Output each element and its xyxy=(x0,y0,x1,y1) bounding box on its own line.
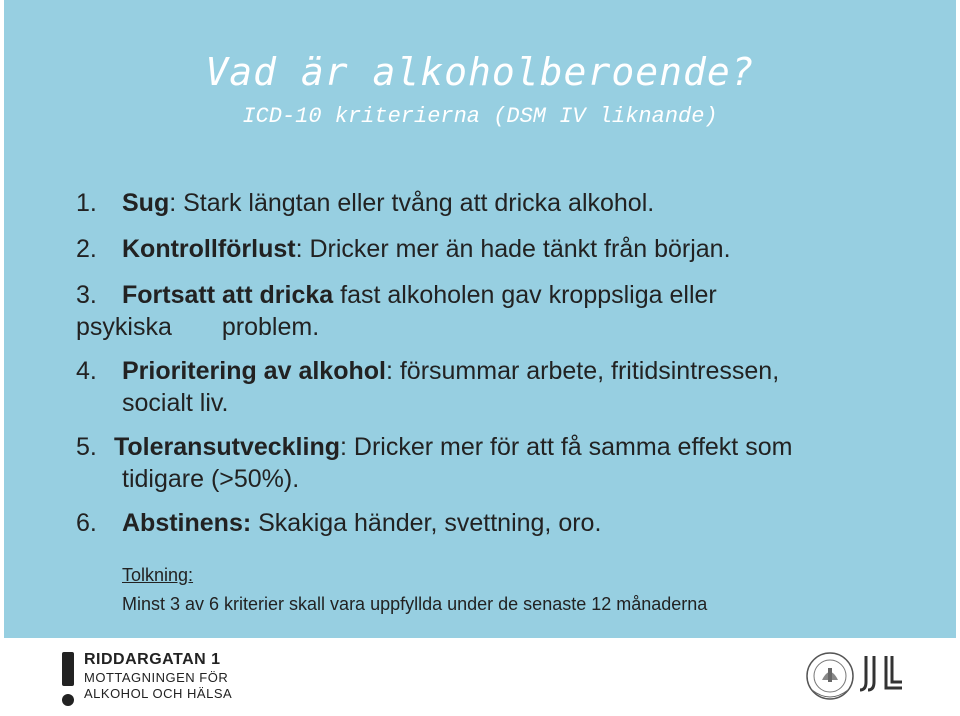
karolinska-institutet-seal-icon xyxy=(804,646,856,708)
criterion-text: : Stark längtan eller tvång att dricka alkohol. xyxy=(169,189,655,217)
criterion-term: Sug xyxy=(122,189,170,217)
criterion-text: : Dricker mer för att få samma effekt som xyxy=(340,433,793,461)
footer xyxy=(0,638,960,716)
logo-line-2: MOTTAGNINGEN FÖR xyxy=(84,670,229,685)
criterion-text-cont-b: problem. xyxy=(221,313,320,341)
criterion-3 xyxy=(76,279,717,311)
criterion-number: 1. xyxy=(76,189,97,217)
criterion-text: fast alkoholen gav kroppsliga eller xyxy=(333,281,717,309)
criterion-5 xyxy=(76,431,792,463)
criterion-number: 4. xyxy=(76,357,97,385)
criterion-text: Skakiga händer, svettning, oro. xyxy=(251,509,602,537)
logo-line-1: RIDDARGATAN 1 xyxy=(84,651,221,668)
criterion-term: Abstinens: xyxy=(122,509,252,537)
criterion-text-cont-a: psykiska xyxy=(76,313,172,341)
criterion-text: : Dricker mer än hade tänkt från början. xyxy=(295,235,731,263)
interpretation-text: Minst 3 av 6 kriterier skall vara uppfyllda under de senaste 12 månaderna xyxy=(122,594,708,614)
criterion-number: 5. xyxy=(76,433,97,461)
slide-title: Vad är alkoholberoende? xyxy=(205,50,755,94)
slide-subtitle: ICD-10 kriterierna (DSM IV liknande) xyxy=(242,104,718,129)
criterion-text: : försummar arbete, fritidsintressen, xyxy=(385,357,780,385)
exclamation-logo-icon xyxy=(62,652,74,708)
slide-area xyxy=(4,0,956,638)
criterion-2 xyxy=(76,233,731,265)
criterion-1 xyxy=(76,187,654,219)
criterion-term: Toleransutveckling xyxy=(114,433,340,461)
criterion-6 xyxy=(76,507,601,539)
criterion-3-continuation xyxy=(76,311,319,343)
jl-logo-icon xyxy=(858,652,904,694)
criterion-term: Prioritering av alkohol xyxy=(122,357,386,385)
interpretation-label: Tolkning: xyxy=(122,565,194,585)
criterion-term: Fortsatt att dricka xyxy=(122,281,334,309)
logo-line-3: ALKOHOL OCH HÄLSA xyxy=(84,686,233,701)
criterion-number: 3. xyxy=(76,281,97,309)
organization-logo xyxy=(84,650,232,702)
criterion-term: Kontrollförlust xyxy=(122,235,296,263)
criterion-4 xyxy=(76,355,779,387)
criterion-number: 2. xyxy=(76,235,97,263)
criterion-number: 6. xyxy=(76,509,97,537)
criterion-5-continuation: tidigare (>50%). xyxy=(122,465,300,493)
criterion-4-continuation: socialt liv. xyxy=(122,389,229,417)
